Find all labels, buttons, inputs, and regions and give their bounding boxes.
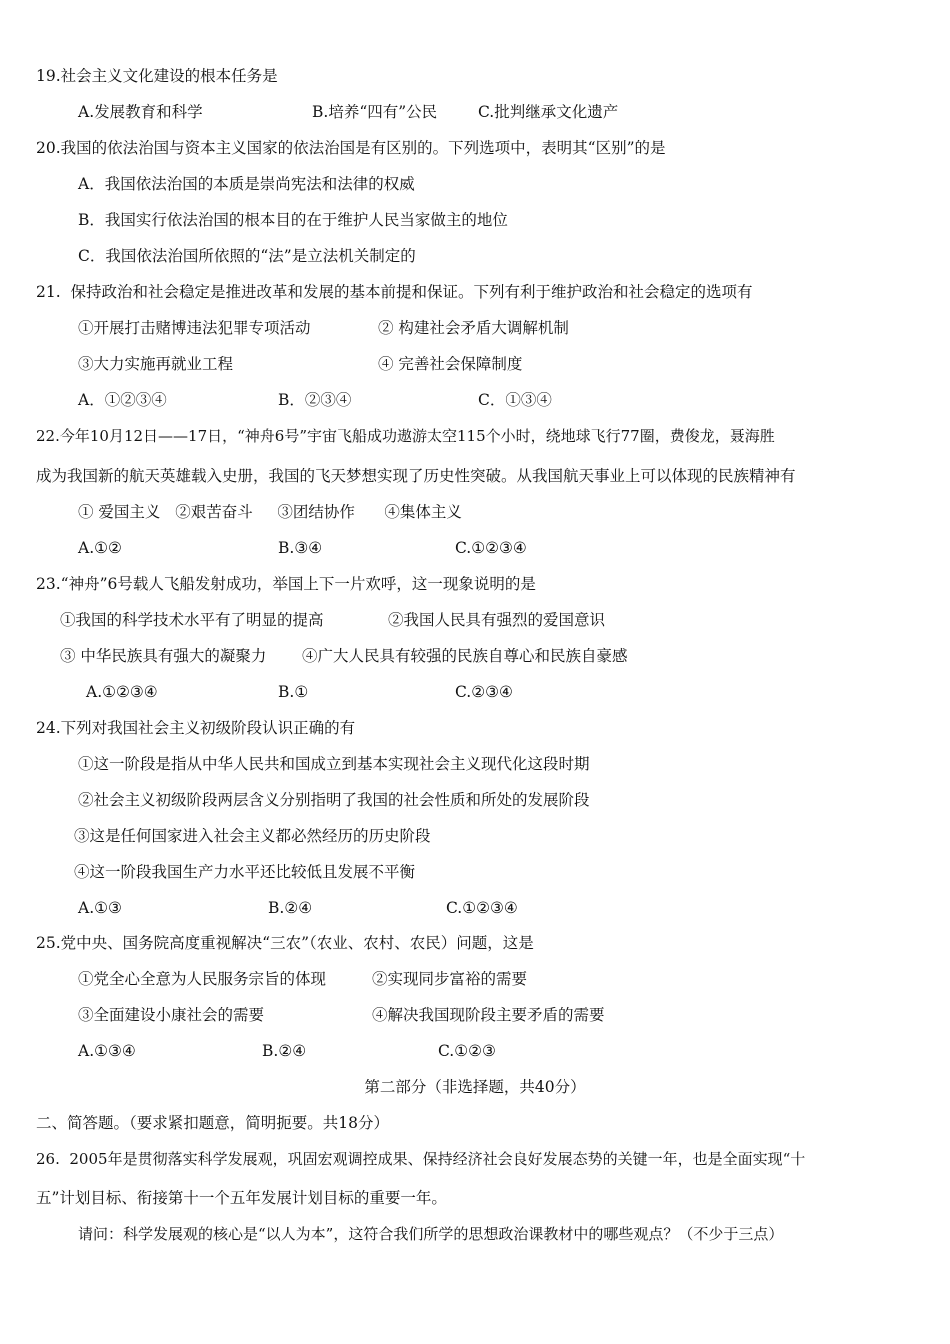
q24-item-3: ③这是任何国家进入社会主义都必然经历的历史阶段	[74, 827, 431, 845]
q24-item-4: ④这一阶段我国生产力水平还比较低且发展不平衡	[74, 863, 416, 881]
q24-option-c: C.①②③④	[446, 899, 518, 917]
q20-stem: 20.我国的依法治国与资本主义国家的依法治国是有区别的。下列选项中，表明其“区别”的是	[36, 139, 666, 157]
q21-option-b: B．②③④	[278, 391, 352, 409]
q24-item-1: ①这一阶段是指从中华人民共和国成立到基本实现社会主义现代化这段时期	[78, 755, 590, 773]
q24-item-2: ②社会主义初级阶段两层含义分别指明了我国的社会性质和所处的发展阶段	[78, 791, 590, 809]
q24-stem: 24.下列对我国社会主义初级阶段认识正确的有	[36, 719, 356, 737]
q23-item-3: ③ 中华民族具有强大的凝聚力	[60, 647, 267, 665]
q25-item-3: ③全面建设小康社会的需要	[78, 1006, 265, 1024]
part2-heading: 第二部分（非选择题，共40分）	[364, 1078, 586, 1096]
q25-item-4: ④解决我国现阶段主要矛盾的需要	[372, 1006, 605, 1024]
q22-option-b: B.③④	[278, 539, 323, 557]
q21-option-a: A．①②③④	[78, 391, 167, 409]
q22-option-c: C.①②③④	[455, 539, 527, 557]
q23-stem: 23.“神舟”6号载人飞船发射成功，举国上下一片欢呼，这一现象说明的是	[36, 575, 536, 593]
q23-item-4: ④广大人民具有较强的民族自尊心和民族自豪感	[302, 647, 628, 665]
q21-stem: 21. 保持政治和社会稳定是推进改革和发展的基本前提和保证。下列有利于维护政治和社会稳定的选项有	[36, 283, 753, 301]
q25-stem: 25.党中央、国务院高度重视解决“三农”（农业、农村、农民）问题，这是	[36, 934, 534, 952]
q20-option-b: B．我国实行依法治国的根本目的在于维护人民当家做主的地位	[78, 211, 508, 229]
q25-item-1: ①党全心全意为人民服务宗旨的体现	[78, 970, 327, 988]
q26-stem-line2: 五”计划目标、衔接第十一个五年发展计划目标的重要一年。	[36, 1189, 447, 1207]
q19-stem: 19.社会主义文化建设的根本任务是	[36, 67, 278, 85]
q25-item-2: ②实现同步富裕的需要	[372, 970, 528, 988]
q20-option-c: C．我国依法治国所依照的“法”是立法机关制定的	[78, 247, 416, 265]
q22-stem-line2: 成为我国新的航天英雄载入史册，我国的飞天梦想实现了历史性突破。从我国航天事业上可以体现的民族精神有	[36, 467, 796, 485]
q21-item-2: ② 构建社会矛盾大调解机制	[378, 319, 569, 337]
q19-option-b: B.培养“四有”公民	[312, 103, 438, 121]
q23-option-a: A.①②③④	[86, 683, 158, 701]
q25-option-b: B.②④	[262, 1042, 307, 1060]
q24-option-b: B.②④	[268, 899, 313, 917]
q22-items: ① 爱国主义 ②艰苦奋斗 ③团结协作 ④集体主义	[78, 503, 462, 521]
q22-stem-line1: 22.今年10月12日——17日，“神舟6号”宇宙飞船成功遨游太空115个小时，绕地球飞行77圈，费俊龙，聂海胜	[36, 427, 775, 445]
q22-option-a: A.①②	[78, 539, 122, 557]
q23-item-1: ①我国的科学技术水平有了明显的提高	[60, 611, 324, 629]
q20-option-a: A．我国依法治国的本质是崇尚宪法和法律的权威	[78, 175, 415, 193]
q25-option-a: A.①③④	[78, 1042, 136, 1060]
q23-option-c: C.②③④	[455, 683, 513, 701]
q21-option-c: C．①③④	[478, 391, 552, 409]
q26-question: 请问：科学发展观的核心是“以人为本”，这符合我们所学的思想政治课教材中的哪些观点？（不少于三点）	[78, 1225, 784, 1243]
q23-option-b: B.①	[278, 683, 309, 701]
q25-option-c: C.①②③	[438, 1042, 496, 1060]
q24-option-a: A.①③	[78, 899, 122, 917]
q19-option-a: A.发展教育和科学	[78, 103, 203, 121]
q21-item-1: ①开展打击赌博违法犯罪专项活动	[78, 319, 311, 337]
q23-item-2: ②我国人民具有强烈的爱国意识	[388, 611, 606, 629]
q21-item-3: ③大力实施再就业工程	[78, 355, 234, 373]
q19-option-c: C.批判继承文化遗产	[478, 103, 619, 121]
section-heading: 二、简答题。（要求紧扣题意，简明扼要。共18分）	[36, 1114, 389, 1132]
q26-stem-line1: 26. 2005年是贯彻落实科学发展观，巩固宏观调控成果、保持经济社会良好发展态势的关键一年，也是全面实现“十	[36, 1150, 806, 1168]
q21-item-4: ④ 完善社会保障制度	[378, 355, 523, 373]
